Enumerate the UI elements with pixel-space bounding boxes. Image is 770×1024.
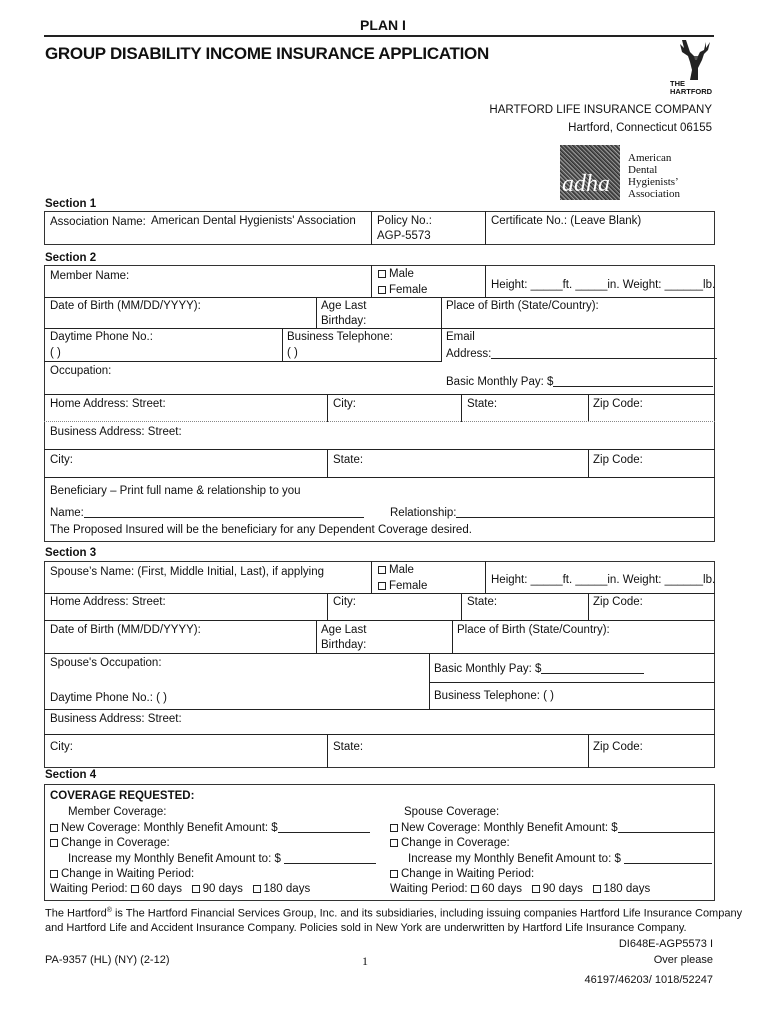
checkbox-icon (131, 885, 139, 893)
beneficiary-heading: Beneficiary – Print full name & relationship to you (50, 485, 301, 497)
checkbox-icon (192, 885, 200, 893)
spouse-occupation-label[interactable]: Spouse's Occupation: (50, 657, 162, 669)
member-dob-label[interactable]: Date of Birth (MM/DD/YYYY): (50, 300, 201, 312)
spouse-name-label[interactable]: Spouse’s Name: (First, Middle Initial, Last), if applying (50, 566, 324, 578)
member-business-zip-label[interactable]: Zip Code: (593, 454, 643, 466)
section2-heading: Section 2 (45, 252, 97, 264)
member-email-field[interactable] (446, 347, 717, 360)
member-female-checkbox[interactable] (378, 284, 427, 296)
footer-codes: 46197/46203/ 1018/52247 (584, 974, 713, 986)
spouse-business-phone-label[interactable]: Business Telephone: ( ) (434, 690, 554, 702)
adha-name-4: Association (628, 188, 680, 200)
member-waiting-period (50, 883, 310, 895)
checkbox-icon (378, 582, 386, 590)
hartford-logo-name: HARTFORD (670, 87, 713, 96)
member-change-waiting-option[interactable] (50, 868, 194, 880)
form-number: PA-9357 (HL) (NY) (2-12) (45, 954, 170, 966)
member-home-zip-label[interactable]: Zip Code: (593, 398, 643, 410)
new-coverage-label: New Coverage: Monthly Benefit Amount: $ (401, 822, 618, 834)
checkbox-icon (378, 270, 386, 278)
member-age-last-label: Age Last (321, 300, 367, 312)
checkbox-icon (471, 885, 479, 893)
adha-logo-pattern (560, 145, 620, 200)
coverage-requested-heading: COVERAGE REQUESTED: (50, 790, 195, 802)
spouse-new-coverage-option[interactable] (390, 821, 714, 834)
spouse-business-street-label[interactable]: Business Address: Street: (50, 713, 182, 725)
hartford-logo-the: THE (670, 79, 685, 88)
hartford-disclaimer-line2: and Hartford Life and Accident Insurance Company. Policies sold in New York are underwritten by Hartford Life Insurance Company. (45, 922, 687, 934)
checkbox-icon (390, 839, 398, 847)
adha-logo-abbr: adha (562, 171, 610, 197)
adha-name-2: Dental (628, 164, 658, 176)
member-home-city-label[interactable]: City: (333, 398, 356, 410)
change-waiting-label: Change in Waiting Period: (401, 868, 535, 880)
member-coverage-heading: Member Coverage: (68, 806, 167, 818)
checkbox-icon (390, 824, 398, 832)
spouse-coverage-heading: Spouse Coverage: (404, 806, 500, 818)
member-business-phone-area[interactable]: ( ) (287, 347, 298, 359)
spouse-female-checkbox[interactable] (378, 580, 427, 592)
policy-no-label: Policy No.: (377, 215, 432, 227)
checkbox-icon (390, 870, 398, 878)
member-waiting-60-option[interactable]: 60 days (131, 883, 182, 895)
spouse-waiting-180-option[interactable]: 180 days (593, 883, 651, 895)
spouse-place-of-birth-label[interactable]: Place of Birth (State/Country): (457, 624, 610, 636)
member-height-weight[interactable]: Height: _____ft. _____in. Weight: ______lb. (491, 279, 716, 291)
adha-name-1: American (628, 152, 672, 164)
checkbox-icon (50, 824, 58, 832)
spouse-increase-field[interactable] (408, 852, 712, 865)
male-label: Male (389, 268, 414, 280)
member-new-coverage-option[interactable] (50, 821, 370, 834)
plan-label: PLAN I (360, 17, 406, 33)
form-code: DI648E-AGP5573 I (618, 938, 713, 950)
spouse-height-weight[interactable]: Height: _____ft. _____in. Weight: ______lb. (491, 574, 716, 586)
checkbox-icon (253, 885, 261, 893)
member-home-street-label[interactable]: Home Address: Street: (50, 398, 166, 410)
spouse-change-waiting-option[interactable] (390, 868, 534, 880)
member-name-label[interactable]: Member Name: (50, 270, 130, 282)
beneficiary-name-label: Name: (50, 507, 84, 519)
member-business-street-label[interactable]: Business Address: Street: (50, 426, 182, 438)
spouse-home-city-label[interactable]: City: (333, 596, 356, 608)
member-waiting-180-option[interactable]: 180 days (253, 883, 311, 895)
spouse-waiting-period (390, 883, 650, 895)
spouse-business-zip-label[interactable]: Zip Code: (593, 741, 643, 753)
member-home-state-label[interactable]: State: (467, 398, 498, 410)
waiting-period-label: Waiting Period: (390, 883, 468, 895)
proposed-insured-note: The Proposed Insured will be the beneficiary for any Dependent Coverage desired. (50, 524, 472, 536)
waiting-period-label: Waiting Period: (50, 883, 128, 895)
section3-heading: Section 3 (45, 547, 97, 559)
spouse-daytime-phone-label[interactable]: Daytime Phone No.: ( ) (50, 692, 167, 704)
change-waiting-label: Change in Waiting Period: (61, 868, 195, 880)
basic-pay-label: Basic Monthly Pay: $ (446, 376, 554, 388)
checkbox-icon (532, 885, 540, 893)
member-male-checkbox[interactable] (378, 268, 414, 280)
form-title: GROUP DISABILITY INCOME INSURANCE APPLICATION (45, 44, 489, 63)
checkbox-icon (378, 566, 386, 574)
checkbox-icon (50, 870, 58, 878)
checkbox-icon (378, 286, 386, 294)
beneficiary-relationship-field[interactable] (390, 506, 714, 519)
page-number: 1 (362, 954, 368, 968)
member-waiting-90-option[interactable]: 90 days (192, 883, 243, 895)
spouse-basic-pay-field[interactable] (434, 662, 644, 675)
header-rule (44, 35, 714, 37)
spouse-business-state-label[interactable]: State: (333, 741, 364, 753)
female-label: Female (389, 580, 428, 592)
email-address-label: Address: (446, 348, 492, 360)
adha-name-3: Hygienists’ (628, 176, 679, 188)
new-coverage-label: New Coverage: Monthly Benefit Amount: $ (61, 822, 278, 834)
change-coverage-label: Change in Coverage: (401, 837, 510, 849)
member-business-city-label[interactable]: City: (50, 454, 73, 466)
member-occupation-label[interactable]: Occupation: (50, 365, 112, 377)
spouse-male-checkbox[interactable] (378, 564, 414, 576)
section1-heading: Section 1 (45, 198, 97, 210)
spouse-dob-label[interactable]: Date of Birth (MM/DD/YYYY): (50, 624, 201, 636)
association-name-value: American Dental Hygienists' Association (151, 215, 356, 227)
member-business-phone-label[interactable]: Business Telephone: (287, 331, 393, 343)
certificate-no-label: Certificate No.: (Leave Blank) (491, 215, 642, 227)
member-daytime-phone-area[interactable]: ( ) (50, 347, 61, 359)
spouse-home-zip-label[interactable]: Zip Code: (593, 596, 643, 608)
spouse-home-street-label[interactable]: Home Address: Street: (50, 596, 166, 608)
female-label: Female (389, 284, 428, 296)
male-label: Male (389, 564, 414, 576)
spouse-change-coverage-option[interactable] (390, 837, 510, 849)
spouse-waiting-90-option[interactable]: 90 days (532, 883, 583, 895)
member-daytime-phone-label[interactable]: Daytime Phone No.: (50, 331, 153, 343)
spouse-business-city-label[interactable]: City: (50, 741, 73, 753)
member-basic-pay-field[interactable] (446, 375, 713, 388)
checkbox-icon (50, 839, 58, 847)
company-name: HARTFORD LIFE INSURANCE COMPANY (489, 104, 712, 116)
member-change-coverage-option[interactable] (50, 837, 170, 849)
member-business-state-label[interactable]: State: (333, 454, 364, 466)
section4-heading: Section 4 (45, 769, 97, 781)
increase-label: Increase my Monthly Benefit Amount to: $ (68, 853, 281, 865)
stag-icon (668, 38, 718, 82)
member-place-of-birth-label[interactable]: Place of Birth (State/Country): (446, 300, 599, 312)
basic-pay-label: Basic Monthly Pay: $ (434, 663, 542, 675)
policy-no-value: AGP-5573 (377, 230, 431, 242)
spouse-home-state-label[interactable]: State: (467, 596, 498, 608)
over-please: Over please (653, 954, 713, 966)
member-email-label: Email (446, 331, 475, 343)
company-city: Hartford, Connecticut 06155 (568, 122, 712, 134)
member-increase-field[interactable] (68, 852, 376, 865)
hartford-logo (668, 38, 718, 100)
checkbox-icon (593, 885, 601, 893)
change-coverage-label: Change in Coverage: (61, 837, 170, 849)
beneficiary-relationship-label: Relationship: (390, 507, 457, 519)
spouse-age-last-label: Age Last (321, 624, 367, 636)
member-birthday-label[interactable]: Birthday: (321, 315, 367, 327)
spouse-waiting-60-option[interactable]: 60 days (471, 883, 522, 895)
spouse-birthday-label[interactable]: Birthday: (321, 639, 367, 651)
beneficiary-name-field[interactable] (50, 506, 364, 519)
hartford-disclaimer-line1: The Hartford® is The Hartford Financial Services Group, Inc. and its subsidiaries, including issuing companies Hartford Life Insurance Company (45, 907, 743, 920)
increase-label: Increase my Monthly Benefit Amount to: $ (408, 853, 621, 865)
association-name-label: Association Name: (50, 216, 146, 228)
